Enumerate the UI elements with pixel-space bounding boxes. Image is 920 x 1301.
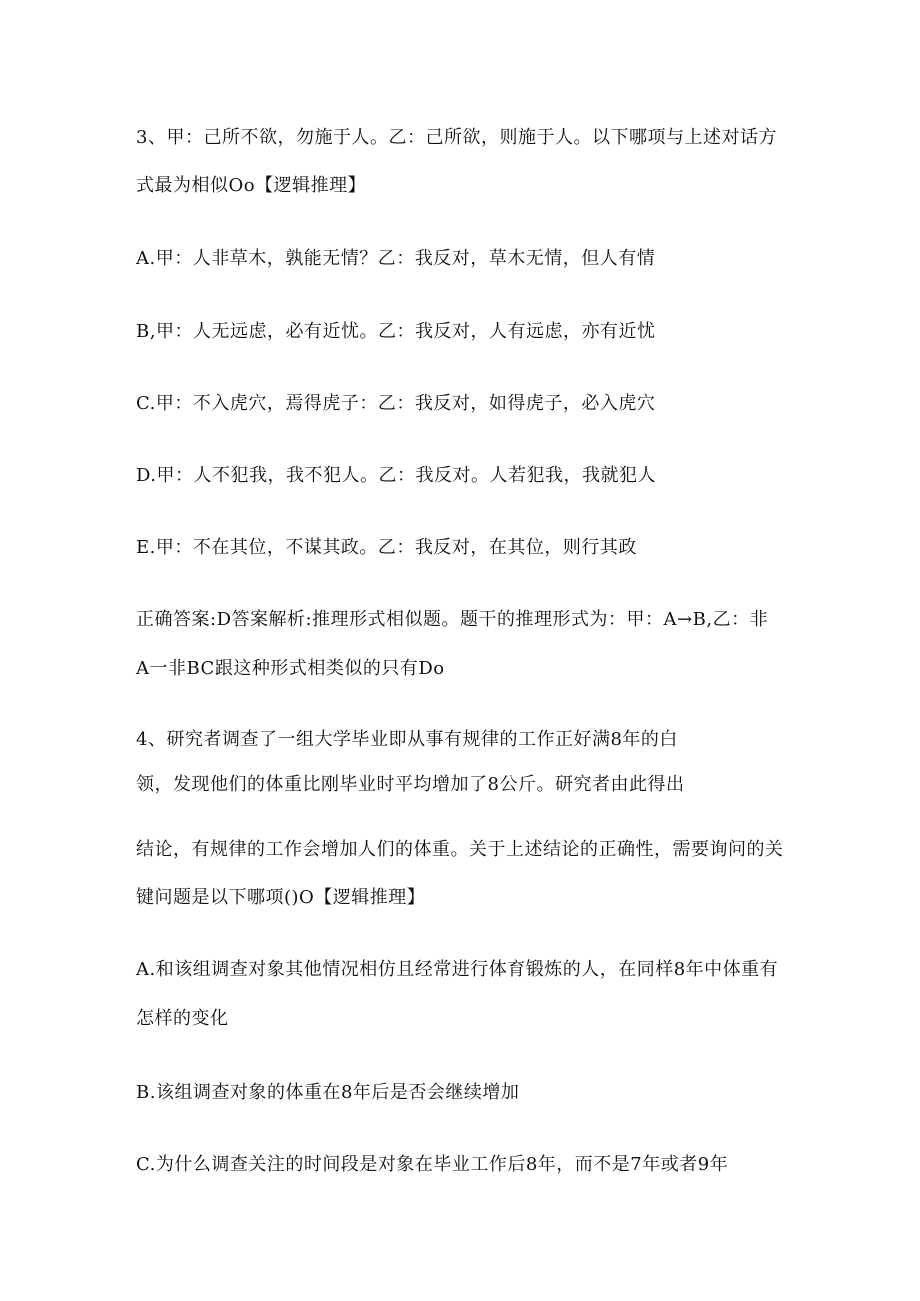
q4-option-b: B.该组调查对象的体重在8年后是否会继续增加	[136, 1082, 520, 1103]
q4-option-a-line-1: A.和该组调查对象其他情况相仿且经常进行体育锻炼的人，在同样8年中体重有	[136, 959, 779, 980]
q3-option-d: D.甲：人不犯我，我不犯人。乙：我反对。人若犯我，我就犯人	[136, 465, 657, 486]
q3-option-e: E.甲：不在其位，不谋其政。乙：我反对，在其位，则行其政	[136, 537, 637, 558]
q4-stem-line-4: 键问题是以下哪项()O【逻辑推理】	[136, 887, 426, 908]
q3-answer-line-2: A一非BC跟这种形式相类似的只有Do	[136, 658, 445, 679]
q3-answer-line-1: 正确答案:D答案解析:推理形式相似题。题干的推理形式为：甲：A→B,乙：非	[136, 609, 769, 630]
q3-option-a: A.甲：人非草木，孰能无情？乙：我反对，草木无情，但人有情	[136, 248, 656, 269]
q4-stem-line-1: 4、研究者调查了一组大学毕业即从事有规律的工作正好满8年的白	[136, 729, 678, 750]
q4-stem-line-3: 结论，有规律的工作会增加人们的体重。关于上述结论的正确性，需要询问的关	[136, 839, 784, 860]
q4-stem-line-2: 领，发现他们的体重比刚毕业时平均增加了8公斤。研究者由此得出	[136, 774, 685, 795]
q3-option-c: C.甲：不入虎穴，焉得虎子：乙：我反对，如得虎子，必入虎穴	[136, 393, 656, 414]
q3-option-b: B,甲：人无远虑，必有近忧。乙：我反对，人有远虑，亦有近忧	[136, 321, 656, 342]
q3-stem-line-2: 式最为相似Oo【逻辑推理】	[136, 175, 367, 196]
q3-stem-line-1: 3、甲：己所不欲，勿施于人。乙：己所欲，则施于人。以下哪项与上述对话方	[136, 127, 777, 148]
q4-option-c: C.为什么调查关注的时间段是对象在毕业工作后8年，而不是7年或者9年	[136, 1154, 729, 1175]
q4-option-a-line-2: 怎样的变化	[136, 1008, 229, 1029]
